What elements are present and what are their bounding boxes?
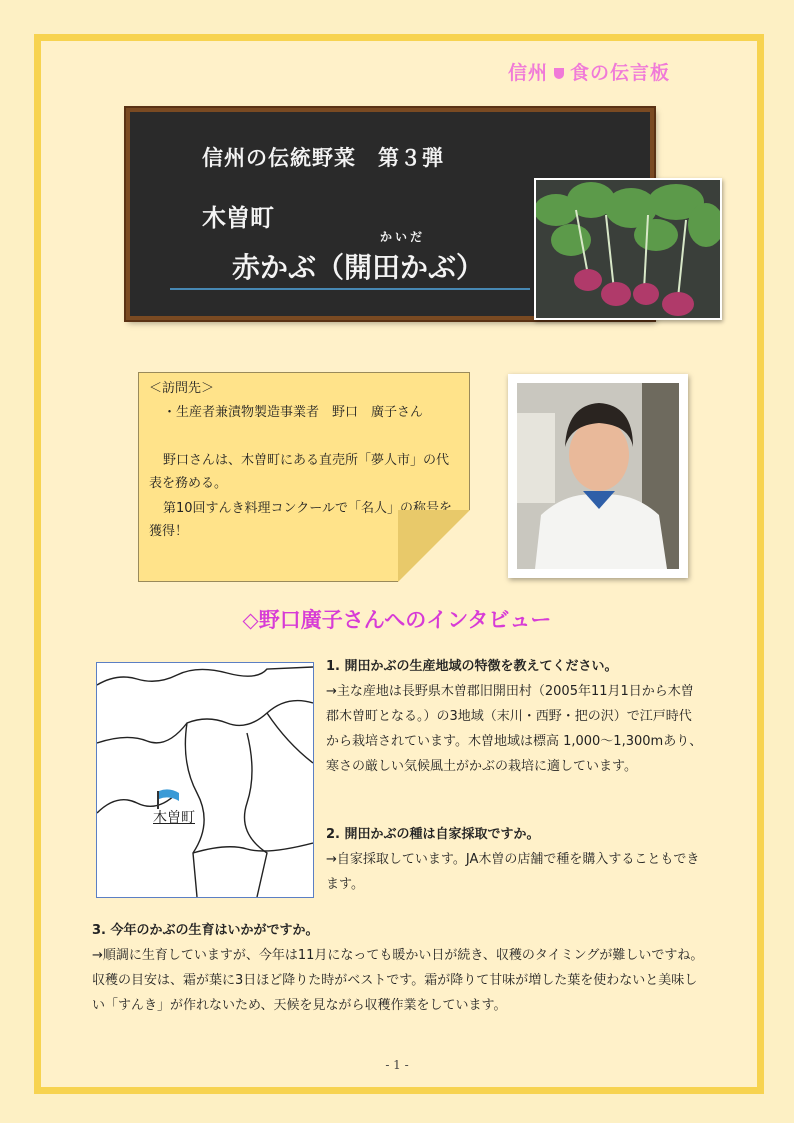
map-label: 木曽町 <box>153 810 195 826</box>
visit-heading: ＜訪問先＞ <box>149 381 215 396</box>
question-1: 1. 開田かぶの生産地域の特徴を教えてください。 <box>326 659 618 674</box>
visit-para1: 野口さんは、木曽町にある直売所「夢人市」の代表を務める。 <box>149 453 450 491</box>
portrait-photo <box>508 374 688 578</box>
answer-2: →自家採取しています。JA木曽の店舗で種を購入することもできます。 <box>326 852 700 892</box>
qa-item <box>326 654 704 779</box>
qa-item <box>92 918 704 1018</box>
page-fold <box>398 510 470 582</box>
vegetable-name: 赤かぶ（開田かぶ） <box>232 251 485 284</box>
header-left: 信州 <box>508 62 549 84</box>
interview-title: ◇野口廣子さんへのインタビュー <box>242 608 552 632</box>
town-name: 木曽町 <box>202 204 274 232</box>
visit-person: ・生産者兼漬物製造事業者 野口 廣子さん <box>163 405 424 420</box>
answer-1: →主な産地は長野県木曽郡旧開田村（2005年11月1日から木曽郡木曽町となる。）の3地域（末川・西野・把の沢）で江戸時代から栽培されています。木曽地域は標高 1,000～1,300mあり、寒さの厳しい気候風土がかぶの栽培に適しています。 <box>326 684 703 774</box>
question-3: 3. 今年のかぶの生育はいかがですか。 <box>92 923 319 938</box>
region-map <box>96 662 314 898</box>
visit-note <box>138 372 470 582</box>
question-2: 2. 開田かぶの種は自家採取ですか。 <box>326 827 540 842</box>
answer-3: →順調に生育していますが、今年は11月になっても暖かい日が続き、収穫のタイミングが難しいですね。収穫の目安は、霜が葉に3日ほど降りた時がベストです。霜が降りて甘味が増した葉を使わないと美味しい「すんき」が作れないため、天候を見ながら収穫作業をしています。 <box>92 948 704 1013</box>
turnip-photo <box>534 178 722 320</box>
header-tag <box>508 58 670 85</box>
series-title: 信州の伝統野菜 第３弾 <box>202 146 444 170</box>
visit-para2: 第10回すんき料理コンクールで「名人」の称号を獲得！ <box>149 501 453 539</box>
chalk-line <box>170 288 530 290</box>
qa-item <box>326 822 704 897</box>
header-right: 食の伝言板 <box>570 62 671 84</box>
page-number: - 1 - <box>385 1058 409 1072</box>
cup-icon <box>554 68 564 79</box>
ruby-reading: かいだ <box>380 230 426 244</box>
